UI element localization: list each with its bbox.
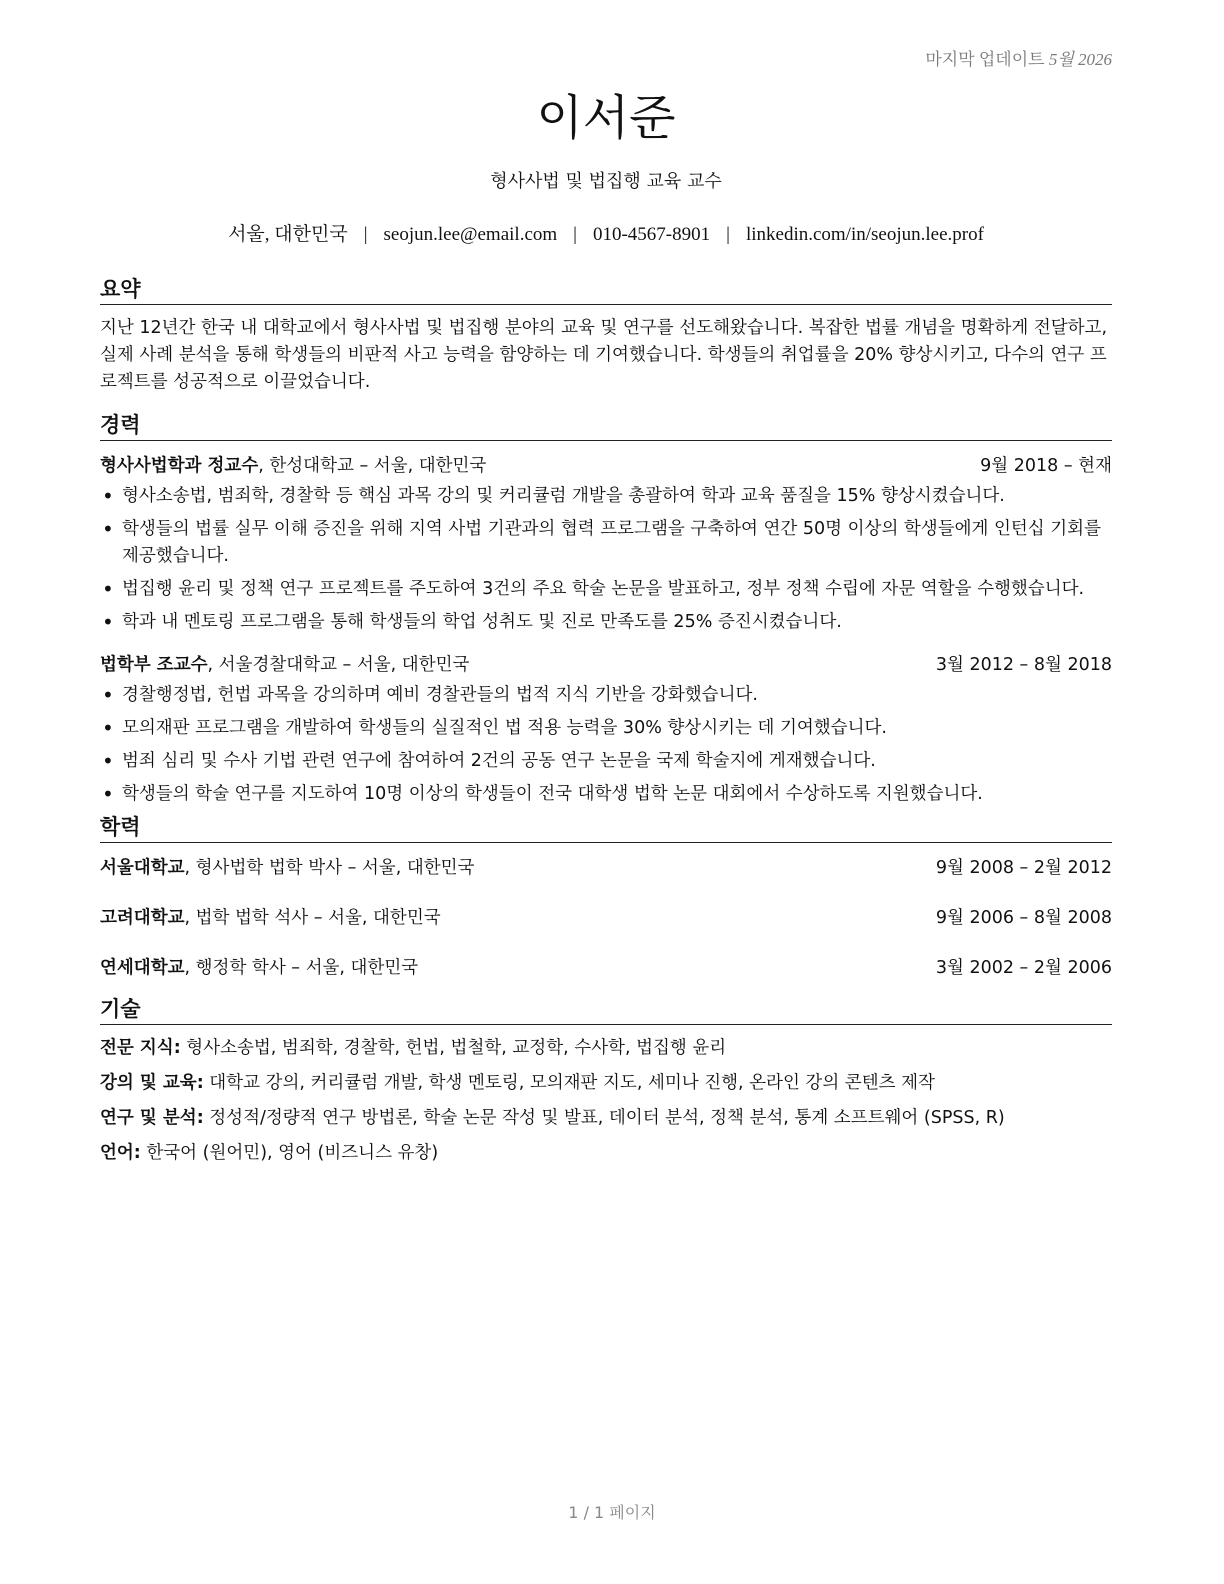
- education-detail: , 형사법학 법학 박사 – 서울, 대한민국: [184, 858, 475, 878]
- education-dates: 9월 2006 – 8월 2008: [935, 908, 1112, 928]
- job-role: 형사사법학과 정교수: [100, 456, 259, 476]
- job-bullet: • 형사소송법, 범죄학, 경찰학 등 핵심 과목 강의 및 커리큘럼 개발을 총괄하여 학과 교육 품질을 15% 향상시켰습니다.: [100, 483, 1112, 510]
- experience-section: [100, 412, 1112, 808]
- skill-value: 정성적/정량적 연구 방법론, 학술 논문 작성 및 발표, 데이터 분석, 정책 분석, 통계 소프트웨어 (SPSS, R): [203, 1108, 1005, 1128]
- skills-heading: 기술: [100, 996, 1112, 1025]
- skill-line: [100, 1070, 1112, 1097]
- skill-line: [100, 1140, 1112, 1167]
- job-dates: 3월 2012 – 8월 2018: [935, 655, 1112, 675]
- education-school: 고려대학교: [100, 908, 185, 928]
- job-bullet: • 경찰행정법, 헌법 과목을 강의하며 예비 경찰관들의 법적 지식 기반을 강화했습니다.: [100, 682, 1112, 709]
- skill-label: 강의 및 교육:: [100, 1073, 204, 1093]
- education-school: 연세대학교: [100, 958, 185, 978]
- summary-heading: 요약: [100, 276, 1112, 305]
- skill-label: 전문 지식:: [100, 1038, 181, 1058]
- skill-value: 대학교 강의, 커리큘럼 개발, 학생 멘토링, 모의재판 지도, 세미나 진행, 온라인 강의 콘텐츠 제작: [203, 1073, 935, 1093]
- contact-phone[interactable]: 010-4567-8901: [592, 224, 711, 245]
- education-heading: 학력: [100, 814, 1112, 843]
- skill-label: 연구 및 분석:: [100, 1108, 204, 1128]
- job-org: , 서울경찰대학교 – 서울, 대한민국: [207, 655, 470, 675]
- experience-heading: 경력: [100, 412, 1112, 441]
- education-dates: 3월 2002 – 2월 2006: [935, 958, 1112, 978]
- contact-line: [100, 222, 1112, 248]
- person-name: 이서준: [536, 90, 676, 146]
- updated-year: 2026: [1078, 50, 1112, 69]
- skill-label: 언어:: [100, 1143, 141, 1163]
- job-bullet: • 법집행 윤리 및 정책 연구 프로젝트를 주도하여 3건의 주요 학술 논문을 발표하고, 정부 정책 수립에 자문 역할을 수행했습니다.: [100, 576, 1112, 603]
- education-entry: [100, 905, 1112, 932]
- education-school: 서울대학교: [100, 858, 185, 878]
- job-org: , 한성대학교 – 서울, 대한민국: [258, 456, 487, 476]
- job-bullet: • 학생들의 법률 실무 이해 증진을 위해 지역 사법 기관과의 협력 프로그램을 구축하여 연간 50명 이상의 학생들에게 인턴십 기회를 제공했습니다.: [100, 516, 1112, 570]
- education-detail: , 행정학 학사 – 서울, 대한민국: [184, 958, 419, 978]
- job-bullet: • 학과 내 멘토링 프로그램을 통해 학생들의 학업 성취도 및 진로 만족도를 25% 증진시켰습니다.: [100, 609, 1112, 636]
- contact-separator: |: [363, 224, 368, 245]
- job-entry: [100, 652, 1112, 808]
- job-bullet: • 모의재판 프로그램을 개발하여 학생들의 실질적인 법 적용 능력을 30% 향상시키는 데 기여했습니다.: [100, 715, 1112, 742]
- contact-linkedin[interactable]: linkedin.com/in/seojun.lee.prof: [745, 224, 984, 245]
- education-section: [100, 814, 1112, 982]
- education-dates: 9월 2008 – 2월 2012: [935, 858, 1112, 878]
- skills-section: [100, 996, 1112, 1167]
- job-dates: 9월 2018 – 현재: [980, 456, 1112, 476]
- skill-line: [100, 1105, 1112, 1132]
- updated-label: 마지막 업데이트: [925, 50, 1045, 69]
- job-bullet: • 범죄 심리 및 수사 기법 관련 연구에 참여하여 2건의 공동 연구 논문을 국제 학술지에 게재했습니다.: [100, 748, 1112, 775]
- education-entry: [100, 955, 1112, 982]
- contact-email[interactable]: seojun.lee@email.com: [383, 224, 558, 245]
- job-entry: [100, 453, 1112, 636]
- skill-line: [100, 1035, 1112, 1062]
- updated-month: 5월: [1048, 50, 1074, 69]
- job-title: 형사사법 및 법집행 교육 교수: [490, 171, 722, 192]
- page-footer: 1 / 1 페이지: [568, 1503, 656, 1522]
- contact-separator: |: [726, 224, 730, 245]
- contact-separator: |: [573, 224, 577, 245]
- skill-value: 형사소송법, 범죄학, 경찰학, 헌법, 법철학, 교정학, 수사학, 법집행 윤리: [180, 1038, 727, 1058]
- education-entry: [100, 855, 1112, 882]
- skill-value: 한국어 (원어민), 영어 (비즈니스 유창): [140, 1143, 439, 1163]
- summary-section: [100, 276, 1112, 396]
- education-detail: , 법학 법학 석사 – 서울, 대한민국: [184, 908, 441, 928]
- summary-text: 지난 12년간 한국 내 대학교에서 형사사법 및 법집행 분야의 교육 및 연구를 선도해왔습니다. 복잡한 법률 개념을 명확하게 전달하고, 실제 사례 분석을 통해 학생들의 비판적 사고 능력을 함양하는 데 기여했습니다. 학생들의 취업률을 20% 향상시키고, 다수의 연구 프로젝트를 성공적으로 이끌었습니다.: [100, 318, 1108, 392]
- contact-location: 서울, 대한민국: [228, 224, 348, 245]
- last-updated: [925, 45, 1112, 70]
- job-bullet: • 학생들의 학술 연구를 지도하여 10명 이상의 학생들이 전국 대학생 법학 논문 대회에서 수상하도록 지원했습니다.: [100, 781, 1112, 808]
- job-role: 법학부 조교수: [100, 655, 208, 675]
